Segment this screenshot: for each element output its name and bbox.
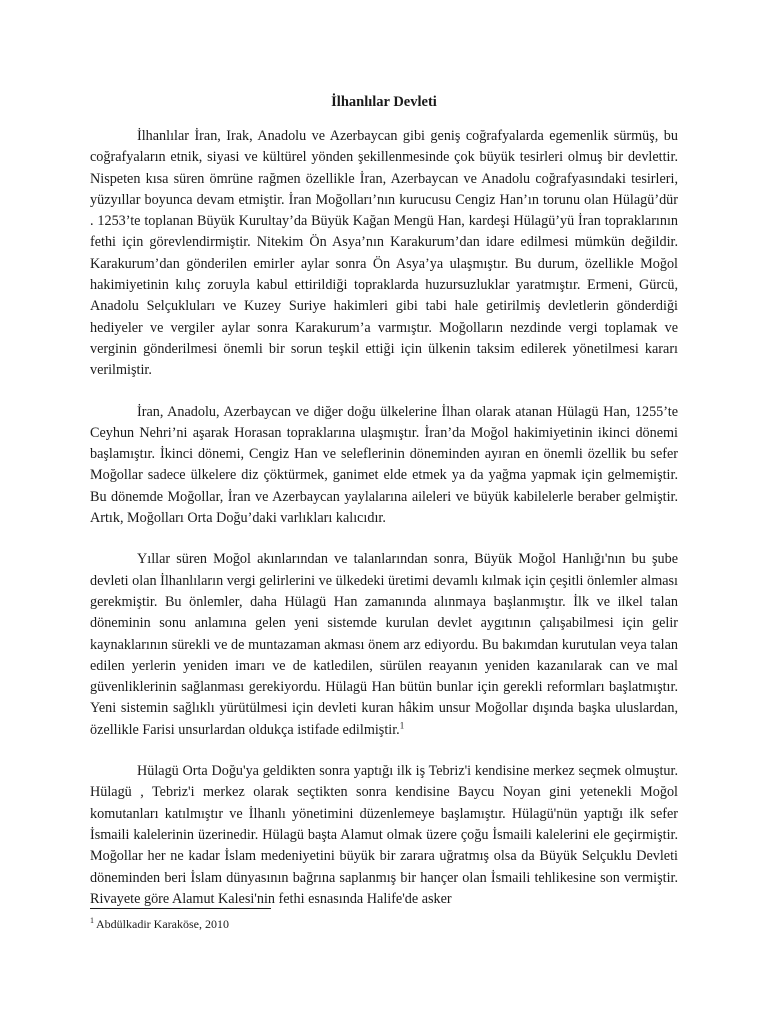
paragraph-2: İran, Anadolu, Azerbaycan ve diğer doğu ülkelerine İlhan olarak atanan Hülagü Han, 1255’te Ceyhun Nehri’ni aşarak Horasan topraklarına ulaşmıştır. İran’da Moğol hakimiyetinin ikinci dönemi başlamıştır. İkinci dönemi, Cengiz Han ve seleflerinin döneminden ayıran en önemli özellik bu sefer Moğollar sadece ülkelere diz çöktürmek, ganimet elde etmek ya da yağma yapmak için gelmemiştir. Bu dönemde Moğollar, İran ve Azerbaycan yaylalarına aileleri ve büyük kabilelerle beraber gelmiştir. Artık, Moğolları Orta Doğu’daki varlıkları kalıcıdır. xyxy=(90,403,678,527)
paragraph-3 xyxy=(90,549,678,741)
footnote-separator xyxy=(90,908,271,909)
page-title: İlhanlılar Devleti xyxy=(331,94,437,110)
paragraph-4: Hülagü Orta Doğu'ya geldikten sonra yaptığı ilk iş Tebriz'i kendisine merkez seçmek olmuştur. Hülagü , Tebriz'i merkez olarak seçtikten sonra kendisine Baycu Noyan gini yetenekli Moğol komutanları katılmıştır ve İlhanlı yönetimini düzenlemeye başlamıştır. Hülagü'nün yaptığı ilk sefer İsmaili kalelerinin üzerinedir. Hülagü başta Alamut olmak üzere çoğu İsmaili kalelerini ele geçirmiştir. Moğollar her ne kadar İslam medeniyetini büyük bir zarara uğratmış olsa da Büyük Selçuklu Devleti döneminden beri İslam dünyasının bağrına saplanmış bir hançer olan İsmaili tehlikesine son vermiştir. Rivayete göre Alamut Kalesi'nin fethi esnasında Halife'de asker xyxy=(90,763,678,907)
footnote xyxy=(90,916,229,932)
paragraph-1: İlhanlılar İran, Irak, Anadolu ve Azerbaycan gibi geniş coğrafyalarda egemenlik sürmüş, bu coğrafyaların etnik, siyasi ve kültürel yönden şekillenmesinde çok büyük tesirleri olmuş bir devlettir. Nispeten kısa süren ömrüne rağmen özellikle İran, Azerbaycan ve Anadolu coğrafyasındaki tesirleri, yüzyıllar boyunca devam etmiştir. İran Moğolları’nın kurucusu Cengiz Han’ın torunu olan Hülagü’dür . 1253’te toplanan Büyük Kurultay’da Büyük Kağan Mengü Han, kardeşi Hülagü’yü İran topraklarının fethi için görevlendirmiştir. Nitekim Ön Asya’nın Karakurum’dan idare edilmesi mümkün değildir. Karakurum’dan gönderilen emirler aylar sonra Ön Asya’ya ulaşmıştır. Bu durum, özellikle Moğol hakimiyetinin kılıç zoruyla kabul ettirildiği topraklarda huzursuzluklar yaratmıştır. Ermeni, Gürcü, Anadolu Selçukluları ve Kuzey Suriye hakimleri gibi tabi hale getirilmiş devletlerin gönderdiği hediyeler ve vergiler aylar sonra Karakurum’a varmıştır. Moğolların nezdinde vergi toplamak ve verginin gönderilmesi önemli bir sorun teşkil ettiği için ülkenin taksim edilerek yönetilmesi kararı verilmiştir. xyxy=(90,128,678,379)
footnote-reference[interactable]: 1 xyxy=(399,719,405,730)
footnote-number: 1 xyxy=(90,916,94,925)
paragraph-3-text: Yıllar süren Moğol akınlarından ve talanlarından sonra, Büyük Moğol Hanlığı'nın bu şube devleti olan İlhanlıların vergi gelirlerini ve ülkedeki üretimi devamlı kılmak için çeşitli önlemler alması gerekmiştir. Bu önlemler, daha Hülagü Han zamanında alınmaya başlanmıştır. İlk ve ilkel talan döneminin sonu anlamına gelen yeni sistemde kurulan devlet aygıtının çalışabilmesi için gelir kaynaklarının sürekli ve de muntazaman akması önem arz ediyordu. Bu bakımdan kurutulan veya talan edilen yerlerin yeniden imarı ve de katledilen, sürülen reayanın yeniden kazanılarak can ve mal güvenliklerinin sağlanması gerekiyordu. Hülagü Han bütün bunlar için gerekli reformları başlatmıştır. Yeni sistemin sağlıklı yürütülmesi için devleti kuran hâkim unsur Moğollar dışında başka uluslardan, özellikle Farisi unsurlardan oldukça istifade edilmiştir. xyxy=(90,551,678,738)
footnote-text: Abdülkadir Karaköse, 2010 xyxy=(96,917,229,931)
body-text xyxy=(90,126,678,930)
